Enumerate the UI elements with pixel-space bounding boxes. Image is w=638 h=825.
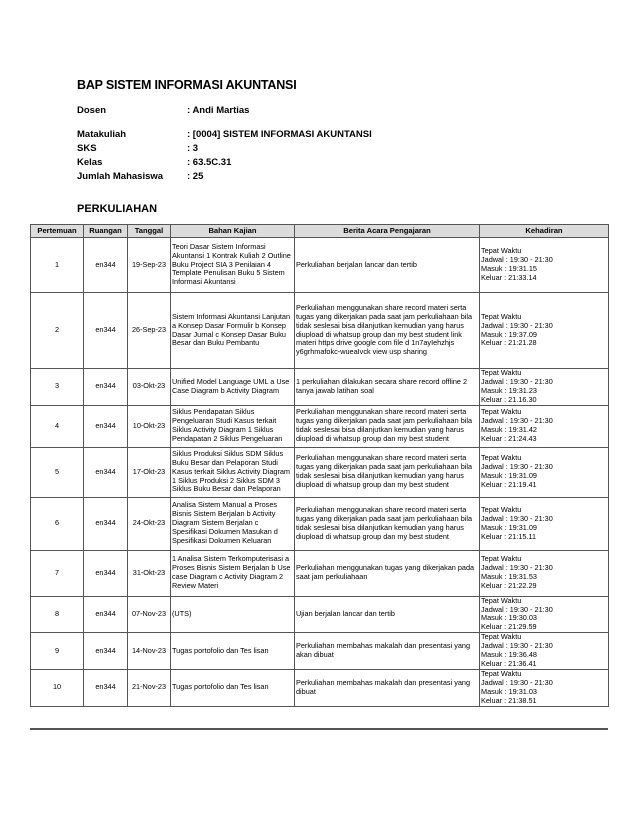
col-header-berita-acara: Berita Acara Pengajaran [295,225,480,238]
kehadiran-line: Jadwal : 19:30 - 21:30 [481,563,553,573]
kehadiran-line: Masuk : 19:37.09 [481,329,537,339]
cell-tanggal: 10-Okt-23 [128,405,171,447]
cell-pertemuan: 7 [31,550,84,596]
cell-kehadiran [480,447,609,497]
kehadiran-line: Masuk : 19:31.15 [481,264,537,273]
kehadiran-line: Keluar : 21:22.29 [481,581,537,591]
cell-bahan-kajian: (UTS) [171,596,295,633]
kehadiran-line: Jadwal : 19:30 - 21:30 [481,677,553,687]
col-header-kehadiran: Kehadiran [480,225,609,238]
cell-bahan-kajian: Analisa Sistem Manual a Proses Bisnis Sistem Berjalan b Activity Diagram Sistem Berjalan c Spesifikasi Dokumen Masukan d Spesifikasi Dokumen Keluaran [171,497,295,550]
table-row [31,293,609,369]
cell-ruangan: en344 [84,596,128,633]
cell-ruangan: en344 [84,633,128,670]
cell-tanggal: 26-Sep-23 [128,293,171,369]
table-row [31,596,609,633]
cell-pertemuan: 3 [31,369,84,406]
kehadiran-line: Masuk : 19:36.48 [481,650,537,660]
kehadiran-line: Masuk : 19:31.42 [481,425,537,435]
info-value: : 63.5C.31 [187,157,232,168]
cell-kehadiran [480,633,609,670]
cell-tanggal: 21-Nov-23 [128,669,171,706]
kehadiran-line: Keluar : 21:29.59 [481,622,537,632]
cell-pertemuan: 10 [31,669,84,706]
cell-bahan-kajian: 1 Analisa Sistem Terkomputerisasi a Proses Bisnis Sistem Berjalan b Use case Diagram c Activity Diagram 2 Review Materi [171,550,295,596]
info-label: Jumlah Mahasiswa [77,171,164,182]
kehadiran-line: Keluar : 21:24.43 [481,434,537,444]
kehadiran-line: Tepat Waktu [481,632,522,642]
cell-tanggal: 31-Okt-23 [128,550,171,596]
table-row [31,369,609,406]
kehadiran-line: Keluar : 21:33.14 [481,272,537,282]
cell-bahan-kajian: Siklus Pendapatan Siklus Pengeluaran Studi Kasus terkait Siklus Activity Diagram 1 Siklus Pendapatan 2 Siklus Pengeluaran [171,405,295,447]
cell-bahan-kajian: Tugas portofolio dan Tes lisan [171,669,295,706]
cell-berita-acara: 1 perkuliahan dilakukan secara share record offline 2 tanya jawab latihan soal [295,369,480,406]
kehadiran-line: Tepat Waktu [481,453,522,463]
cell-berita-acara: Perkuliahan menggunakan share record materi serta tugas yang dikerjakan pada saat jam perkuliahaan bila tidak seslesai bisa dilanjutkan kemudian yang harus diupload di whatsup group dan my best student link materi https drive google com file d 1n7ayIehzhjs y6grhmafokc-wueaIvck view usp sharing [295,293,480,369]
cell-berita-acara: Perkuliahan membahas makalah dan presentasi yang dibuat [295,669,480,706]
kehadiran-line: Tepat Waktu [481,554,522,564]
cell-bahan-kajian: Sistem Informasi Akuntansi Lanjutan a Konsep Dasar Formulir b Konsep Dasar Jurnal c Konsep Dasar Buku Besar dan Buku Pembantu [171,293,295,369]
table-row [31,497,609,550]
cell-ruangan: en344 [84,369,128,406]
kehadiran-line: Jadwal : 19:30 - 21:30 [481,641,553,651]
cell-berita-acara: Perkuliahan membahas makalah dan presentasi yang akan dibuat [295,633,480,670]
cell-kehadiran [480,293,609,369]
cell-pertemuan: 6 [31,497,84,550]
kehadiran-line: Masuk : 19:31.03 [481,686,537,696]
info-label: SKS [77,143,97,154]
cell-ruangan: en344 [84,447,128,497]
table-row [31,633,609,670]
kehadiran-line: Tepat Waktu [481,668,522,678]
cell-ruangan: en344 [84,669,128,706]
info-label: Dosen [77,105,107,116]
kehadiran-line: Keluar : 21:15.11 [481,531,537,541]
cell-kehadiran [480,550,609,596]
kehadiran-line: Masuk : 19:31.09 [481,471,537,481]
table-row [31,238,609,293]
cell-pertemuan: 1 [31,238,84,293]
cell-bahan-kajian: Siklus Produksi Siklus SDM Siklus Buku Besar dan Pelaporan Studi Kasus terkait Siklus Activity Diagram 1 Siklus Produksi 2 Siklus SDM 3 Siklus Buku Besar dan Pelaporan [171,447,295,497]
table-header-row [31,225,609,238]
kehadiran-line: Jadwal : 19:30 - 21:30 [481,255,553,265]
info-value: : 3 [187,143,199,154]
col-header-bahan-kajian: Bahan Kajian [171,225,295,238]
cell-pertemuan: 8 [31,596,84,633]
table-row [31,405,609,447]
kehadiran-line: Jadwal : 19:30 - 21:30 [481,416,553,426]
cell-tanggal: 07-Nov-23 [128,596,171,633]
kehadiran-line: Keluar : 21:21.28 [481,338,537,348]
cell-tanggal: 19-Sep-23 [128,238,171,293]
info-value: : Andi Martias [187,105,250,116]
cell-kehadiran [480,669,609,706]
info-label: Kelas [77,157,103,168]
kehadiran-line: Masuk : 19:31.23 [481,385,537,395]
col-header-pertemuan: Pertemuan [31,225,84,238]
cell-pertemuan: 2 [31,293,84,369]
col-header-tanggal: Tanggal [128,225,171,238]
cell-bahan-kajian: Tugas portofolio dan Tes lisan [171,633,295,670]
cell-berita-acara: Perkuliahan menggunakan share record materi serta tugas yang dikerjakan pada saat jam perkuliahaan bila tidak seslesai bisa dilanjutkan kemudian yang harus diupload di whatsup group dan my best student [295,405,480,447]
cell-bahan-kajian: Unified Model Language UML a Use Case Diagram b Activity Diagram [171,369,295,406]
section-title: PERKULIAHAN [77,203,158,215]
document-title: BAP SISTEM INFORMASI AKUNTANSI [77,78,297,92]
kehadiran-line: Jadwal : 19:30 - 21:30 [481,320,553,330]
cell-tanggal: 17-Okt-23 [128,447,171,497]
cell-pertemuan: 4 [31,405,84,447]
info-value: : 25 [187,171,204,182]
cell-berita-acara: Perkuliahan menggunakan share record materi serta tugas yang dikerjakan pada saat jam perkuliahaan bila tidak seslesai bisa dilanjutkan kemudian yang harus diupload di whatsup group dan my best student [295,447,480,497]
kehadiran-line: Jadwal : 19:30 - 21:30 [481,462,553,472]
table-body [31,238,609,707]
cell-ruangan: en344 [84,497,128,550]
cell-kehadiran [480,238,609,293]
kehadiran-line: Tepat Waktu [481,504,522,514]
cell-tanggal: 24-Okt-23 [128,497,171,550]
perkuliahan-table [30,224,609,707]
table-row [31,669,609,706]
info-value: : [0004] SISTEM INFORMASI AKUNTANSI [187,129,372,140]
kehadiran-line: Jadwal : 19:30 - 21:30 [481,513,553,523]
kehadiran-line: Tepat Waktu [481,407,522,417]
cell-kehadiran [480,405,609,447]
cell-ruangan: en344 [84,293,128,369]
kehadiran-line: Keluar : 21:38.51 [481,695,537,705]
cell-bahan-kajian: Teori Dasar Sistem Informasi Akuntansi 1 Kontrak Kuliah 2 Outline Buku Project SIA 3 Penilaian 4 Template Penulisan Buku 5 Sistem Informasi Akuntansi [171,238,295,293]
table-bottom-border [30,728,608,730]
cell-kehadiran [480,596,609,633]
kehadiran-line: Keluar : 21.16.30 [481,394,537,404]
kehadiran-line: Jadwal : 19:30 - 21:30 [481,604,553,614]
kehadiran-line: Tepat Waktu [481,246,522,256]
cell-ruangan: en344 [84,550,128,596]
cell-ruangan: en344 [84,405,128,447]
kehadiran-line: Jadwal : 19:30 - 21:30 [481,376,553,386]
kehadiran-line: Masuk : 19:31.09 [481,522,537,532]
table-row [31,447,609,497]
kehadiran-line: Keluar : 21:19.41 [481,480,537,490]
info-label: Matakuliah [77,129,127,140]
kehadiran-line: Tepat Waktu [481,311,522,321]
kehadiran-line: Tepat Waktu [481,368,522,377]
cell-tanggal: 14-Nov-23 [128,633,171,670]
col-header-ruangan: Ruangan [84,225,128,238]
cell-berita-acara: Perkuliahan menggunakan share record materi serta tugas yang dikerjakan pada saat jam perkuliahaan bila tidak seslesai bisa dilanjutkan kemudian yang harus diupload di whatsup group dan my best student [295,497,480,550]
kehadiran-line: Keluar : 21:36.41 [481,658,537,668]
cell-berita-acara: Perkuliahan menggunakan tugas yang dikerjakan pada saat jam perkuliahaan [295,550,480,596]
cell-tanggal: 03-Okt-23 [128,369,171,406]
cell-ruangan: en344 [84,238,128,293]
cell-pertemuan: 5 [31,447,84,497]
cell-berita-acara: Perkuliahan berjalan lancar dan tertib [295,238,480,293]
cell-berita-acara: Ujian berjalan lancar dan tertib [295,596,480,633]
kehadiran-line: Masuk : 19:31.53 [481,572,537,582]
kehadiran-line: Tepat Waktu [481,595,522,605]
table-row [31,550,609,596]
cell-kehadiran [480,369,609,406]
cell-pertemuan: 9 [31,633,84,670]
cell-kehadiran [480,497,609,550]
kehadiran-line: Masuk : 19:30.03 [481,613,537,623]
